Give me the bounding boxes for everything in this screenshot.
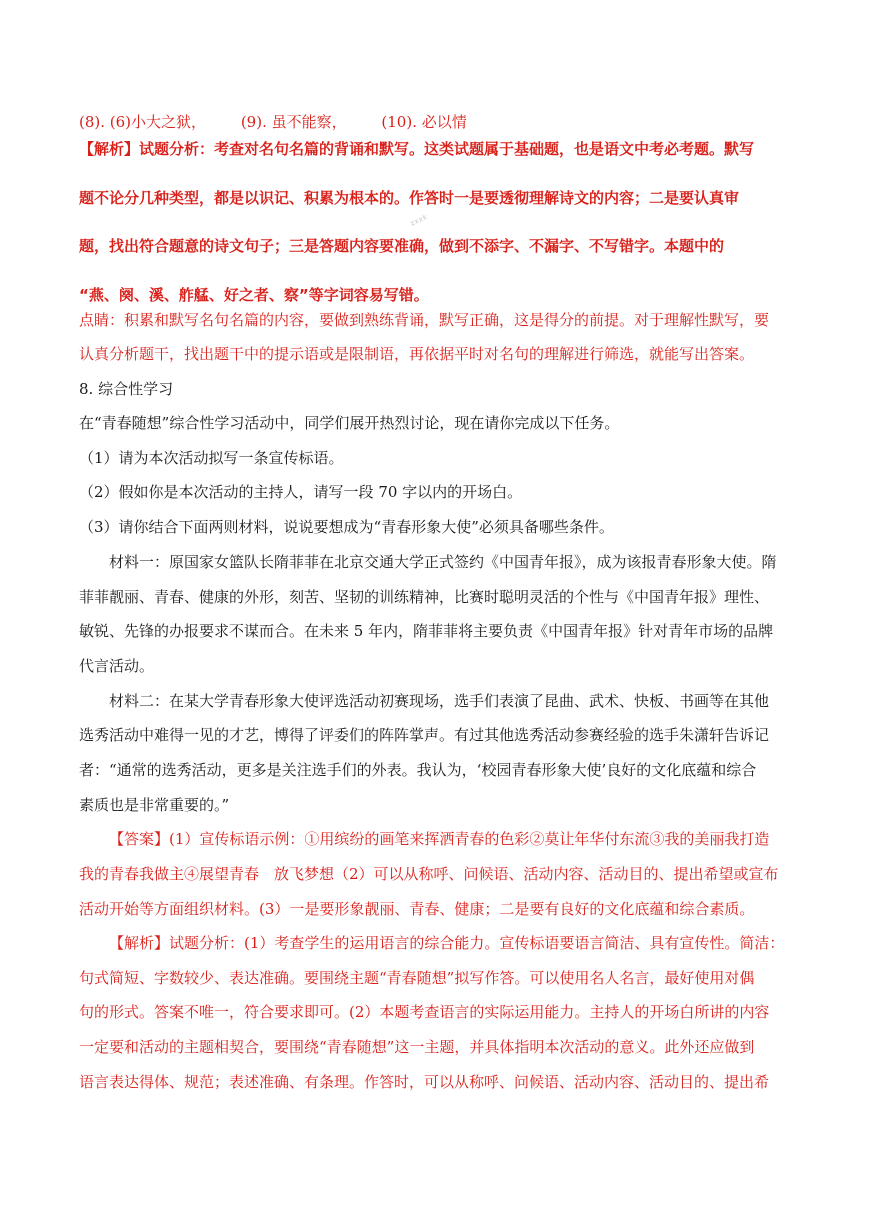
task-3: （3）请你结合下面两则材料，说说要想成为“青春形象大使”必须具备哪些条件。 [79,518,614,536]
analysis8-line-2: 句式简短、字数较少、表达准确。要围绕主题“青春随想”拟写作答。可以使用名人名言，最好使用对偶 [79,969,755,987]
analysis-line-3: 题，找出符合题意的诗文句子；三是答题内容要准确，做到不添字、不漏字、不写错字。本题中的 [79,237,725,255]
material2-line-2: 选秀活动中难得一见的才艺，博得了评委们的阵阵掌声。有过其他选秀活动参赛经验的选手朱潇轩告诉记 [79,726,770,744]
material1-line-3: 敏锐、先锋的办报要求不谋而合。在未来 5 年内，隋菲菲将主要负责《中国青年报》针对青年市场的品牌 [79,622,774,640]
answer8-line-2: 我的青春我做主④展望青春 放飞梦想（2）可以从称呼、问候语、活动内容、活动目的、提出希望或宣布 [79,865,779,883]
material2-line-1: 材料二：在某大学青春形象大使评选活动初赛现场，选手们表演了昆曲、武术、快板、书画等在其他 [109,692,770,710]
tip-line-1: 点睛：积累和默写名句名篇的内容，要做到熟练背诵，默写正确，这是得分的前提。对于理解性默写，要 [79,311,770,329]
material2-line-4: 素质也是非常重要的。” [79,796,230,814]
analysis8-line-4: 一定要和活动的主题相契合，要围绕“青春随想”这一主题，并具体指明本次活动的意义。此外还应做到 [79,1038,755,1056]
tip-line-2: 认真分析题干，找出题干中的提示语或是限制语，再依据平时对名句的理解进行筛选，就能写出答案。 [79,345,755,363]
material2-line-3: 者：“通常的选秀活动，更多是关注选手们的外表。我认为，‘校园青春形象大使’良好的文化底蕴和综合 [79,761,757,779]
question-title: 8. 综合性学习 [79,380,174,398]
question-intro: 在“青春随想”综合性学习活动中，同学们展开热烈讨论，现在请你完成以下任务。 [79,414,620,432]
analysis-line-2: 题不论分几种类型，都是以识记、积累为根本的。作答时一是要透彻理解诗文的内容；二是要认真审 [79,189,740,207]
material1-line-4: 代言活动。 [79,657,155,675]
answer-9: (9). 虽不能察， [240,113,347,131]
task-1: （1）请为本次活动拟写一条宣传标语。 [79,449,344,467]
answers-row [79,111,467,133]
material1-line-1: 材料一：原国家女篮队长隋菲菲在北京交通大学正式签约《中国青年报》，成为该报青春形象大使。隋 [109,553,777,571]
answer-8: (8). (6)小大之狱， [79,113,207,131]
answer8-line-3: 活动开始等方面组织材料。(3）一是要形象靓丽、青春、健康；二是要有良好的文化底蕴和综合素质。 [79,900,755,918]
analysis8-line-3: 句的形式。答案不唯一，符合要求即可。(2）本题考查语言的实际运用能力。主持人的开场白所讲的内容 [79,1003,770,1021]
material1-line-2: 菲菲靓丽、青春、健康的外形，刻苦、坚韧的训练精神，比赛时聪明灵活的个性与《中国青年报》理性、 [79,588,770,606]
analysis8-line-1: 【解析】试题分析：(1）考查学生的运用语言的综合能力。宣传标语要语言简洁、具有宣传性。简洁： [109,934,785,952]
task-2: （2）假如你是本次活动的主持人，请写一段 70 字以内的开场白。 [79,483,523,501]
answer8-line-1: 【答案】(1）宣传标语示例：①用缤纷的画笔来挥洒青春的色彩②莫让年华付东流③我的美丽我打造 [109,830,770,848]
analysis-line-4: “燕、阕、溪、舴艋、好之者、察”等字词容易写错。 [79,286,429,304]
answer-10: (10). 必以情 [381,113,467,131]
analysis-line-1: 【解析】试题分析：考查对名句名篇的背诵和默写。这类试题属于基础题，也是语文中考必考题。默写 [79,140,755,158]
analysis8-line-5: 语言表达得体、规范；表述准确、有条理。作答时，可以从称呼、问候语、活动内容、活动目的、提出希 [79,1073,770,1091]
watermark: zxxk [409,212,429,228]
